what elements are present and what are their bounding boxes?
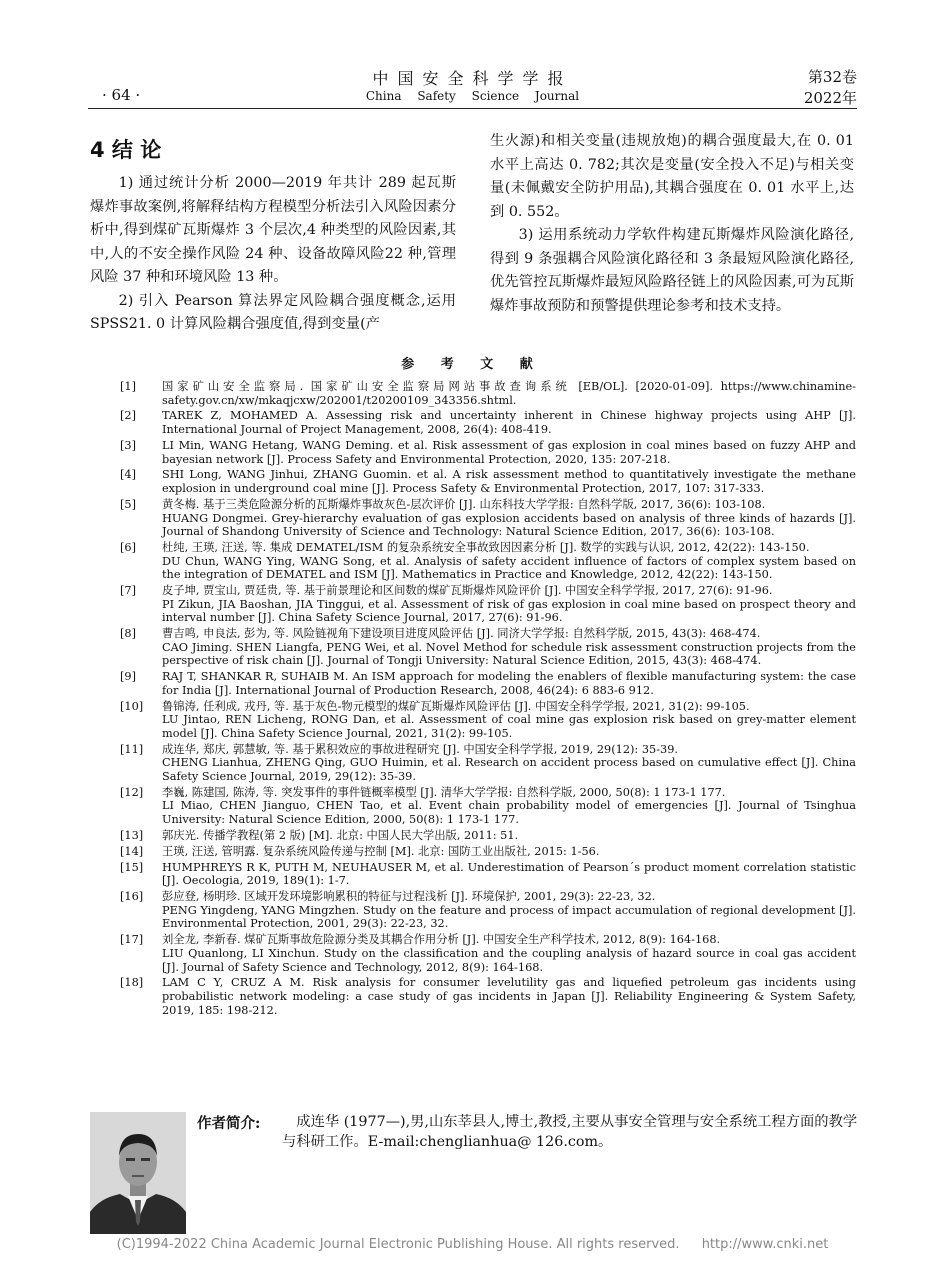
reference-text: 国家矿山安全监察局. 国家矿山安全监察局网站事故查询系统 [EB/OL]. [2020-01-09]. https://www.chinamine-safety.gov.cn/xw/mkaqjcxw/202001/t20200109_343356.shtml. [162, 380, 856, 407]
publisher-url[interactable]: http://www.cnki.net [701, 1237, 829, 1252]
reference-text: CHENG Lianhua, ZHENG Qing, GUO Huimin, et al. Research on accident process based on cumulative effect [J]. China Safety Science Journal, 2019, 29(12): 35-39. [162, 756, 856, 783]
reference-text: 皮子坤, 贾宝山, 贾廷贵, 等. 基于前景理论和区间数的煤矿瓦斯爆炸风险评价 [J]. 中国安全科学学报, 2017, 27(6): 91-96. [162, 584, 773, 598]
reference-number: [17] [120, 933, 144, 947]
reference-text: LIU Quanlong, LI Xinchun. Study on the classification and the coupling analysis of hazard source in coal gas accident [J]. Journal of Safety Science and Technology, 2012, 8(9): 164-168. [162, 946, 856, 974]
references-heading: 参 考 文 献 [401, 357, 544, 372]
reference-number: [18] [120, 976, 144, 990]
reference-number: [8] [120, 627, 137, 641]
header-rule [88, 108, 857, 109]
journal-title-cn: 中国安全科学学报 [372, 69, 573, 88]
page-number: · 64 · [102, 86, 141, 104]
conclusion-paragraph: 3) 运用系统动力学软件构建瓦斯爆炸风险演化路径,得到 9 条强耦合风险演化路径和 3 条最短风险演化路径,优先管控瓦斯爆炸最短风险路径链上的风险因素,可为瓦斯爆炸事故预防和预警提供理论参考和技术支持。 [490, 227, 854, 314]
reference-text: LI Miao, CHEN Jianguo, CHEN Tao, et al. Event chain probability model of emergencies [J]. Journal of Tsinghua University: Natural Science Edition, 2000, 50(8): 1 173-1 177. [162, 799, 856, 827]
reference-text: 鲁锦涛, 任利成, 戎丹, 等. 基于灰色-物元模型的煤矿瓦斯爆炸风险评估 [J]. 中国安全科学学报, 2021, 31(2): 99-105. [162, 699, 750, 713]
reference-text: LU Jintao, REN Licheng, RONG Dan, et al. Assessment of coal mine gas explosion risk based on grey-matter element model [J]. China Safety Science Journal, 2021, 31(2): 99-105. [162, 713, 856, 740]
reference-text: HUMPHREYS R K, PUTH M, NEUHAUSER M, et al. Underestimation of Pearson´s product moment correlation statistic [J]. Oecologia, 2019, 189(1): 1-7. [162, 860, 856, 888]
reference-text: 郭庆光. 传播学教程(第 2 版) [M]. 北京: 中国人民大学出版, 2011: 51. [162, 828, 519, 842]
reference-item [120, 627, 856, 668]
reference-number: [12] [120, 785, 144, 799]
volume: 第32卷 [807, 68, 857, 86]
reference-text: 成连华, 郑庆, 郭慧敏, 等. 基于累积效应的事故进程研究 [J]. 中国安全科学学报, 2019, 29(12): 35-39. [162, 742, 678, 756]
reference-item [120, 933, 856, 974]
author-photo [90, 1112, 186, 1234]
reference-item [120, 861, 856, 888]
reference-text: PENG Yingdeng, YANG Mingzhen. Study on the feature and process of impact accumulation of regional development [J]. Environmental Protection, 2001, 29(3): 22-23, 32. [162, 903, 856, 931]
reference-text: CAO Jiming. SHEN Liangfa, PENG Wei, et al. Novel Method for schedule risk assessment construction projects from the perspective of risk chain [J]. Journal of Tongji University: Natural Science Edition, 2015, 43(3): 468-474. [162, 640, 856, 668]
reference-item [120, 409, 856, 436]
reference-text: 杜纯, 王瑛, 汪送, 等. 集成 DEMATEL/ISM 的复杂系统安全事故致因因素分析 [J]. 数学的实践与认识, 2012, 42(22): 143-150. [162, 541, 810, 555]
conclusion-left-column [90, 130, 456, 337]
reference-item [120, 829, 856, 843]
conclusion-paragraph: 1) 通过统计分析 2000—2019 年共计 289 起瓦斯爆炸事故案例,将解释结构方程模型分析法引入风险因素分析中,得到煤矿瓦斯爆炸 3 个层次,4 种类型的风险因素,其中,人的不安全操作风险 24 种、设备故障风险22 种,管理风险 37 种和环境风险 13 种。 [90, 175, 456, 285]
reference-text: 黄冬梅. 基于三类危险源分析的瓦斯爆炸事故灰色-层次评价 [J]. 山东科技大学学报: 自然科学版, 2017, 36(6): 103-108. [162, 497, 766, 511]
reference-number: [15] [120, 860, 144, 874]
reference-text: SHI Long, WANG Jinhui, ZHANG Guomin. et al. A risk assessment method to quantitatively investigate the methane explosion in underground coal mine [J]. Process Safety & Environmental Protection, 2017, 107: 317-333. [162, 468, 856, 496]
reference-item [120, 584, 856, 625]
reference-item [120, 976, 856, 1017]
reference-item [120, 700, 856, 741]
author-bio-text: 成连华 (1977—),男,山东莘县人,博士,教授,主要从事安全管理与安全系统工程方面的教学与科研工作。E-mail:chenglianhua@ 126.com。 [282, 1114, 858, 1150]
reference-number: [9] [120, 670, 137, 684]
reference-item [120, 541, 856, 582]
reference-item [120, 743, 856, 784]
reference-item [120, 845, 856, 859]
reference-number: [14] [120, 844, 144, 858]
conclusion-paragraph: 生火源)和相关变量(违规放炮)的耦合强度最大,在 0. 01 水平上高达 0. 782;其次是变量(安全投入不足)与相关变量(未佩戴安全防护用品),其耦合强度在 0. 01 水平上,达到 0. 552。 [490, 133, 854, 220]
reference-number: [6] [120, 541, 137, 555]
reference-number: [5] [120, 497, 137, 511]
journal-title-en: China Safety Science Journal [365, 89, 580, 103]
reference-item [120, 670, 856, 697]
reference-text: RAJ T, SHANKAR R, SUHAIB M. An ISM approach for modeling the enablers of flexible manufacturing system: the case for India [J]. International Journal of Production Research, 2008, 46(24): 6 883-6 912. [162, 670, 856, 697]
reference-item [120, 380, 856, 407]
reference-text: 李巍, 陈建国, 陈涛, 等. 突发事件的事件链概率模型 [J]. 清华大学学报: 自然科学版, 2000, 50(8): 1 173-1 177. [162, 785, 726, 799]
reference-number: [1] [120, 380, 137, 393]
reference-number: [10] [120, 699, 144, 713]
reference-text: LI Min, WANG Hetang, WANG Deming. et al. Risk assessment of gas explosion in coal mines based on fuzzy AHP and bayesian network [J]. Process Safety and Environmental Protection, 2020, 135: 207-218. [162, 438, 856, 466]
reference-text: 刘全龙, 李新春. 煤矿瓦斯事故危险源分类及其耦合作用分析 [J]. 中国安全生产科学技术, 2012, 8(9): 164-168. [162, 933, 721, 947]
reference-text: 王瑛, 汪送, 管明露. 复杂系统风险传递与控制 [M]. 北京: 国防工业出版社, 2015: 1-56. [162, 844, 600, 858]
reference-number: [2] [120, 409, 137, 423]
author-bio-label: 作者简介: [197, 1115, 261, 1132]
reference-number: [4] [120, 468, 137, 482]
reference-text: TAREK Z, MOHAMED A. Assessing risk and uncertainty inherent in Chinese highway projects using AHP [J]. International Journal of Project Management, 2008, 26(4): 408-419. [162, 409, 856, 437]
reference-text: PI Zikun, JIA Baoshan, JIA Tinggui, et al. Assessment of risk of gas explosion in coal mine based on prospect theory and interval number [J]. China Safety Science Journal, 2017, 27(6): 91-96. [162, 597, 856, 625]
conclusion-right-column [490, 130, 854, 318]
reference-item [120, 439, 856, 466]
reference-number: [3] [120, 438, 137, 452]
reference-number: [16] [120, 890, 144, 904]
reference-text: 曹吉鸣, 申良法, 彭为, 等. 风险链视角下建设项目进度风险评估 [J]. 同济大学学报: 自然科学版, 2015, 43(3): 468-474. [162, 627, 761, 641]
reference-text: DU Chun, WANG Ying, WANG Song, et al. Analysis of safety accident influence of factors of complex system based on the integration of DEMATEL and ISM [J]. Mathematics in Practice and Knowledge, 2012, 42(22): 143-150. [162, 554, 856, 582]
reference-item [120, 468, 856, 495]
reference-number: [7] [120, 584, 137, 598]
page-footer [0, 1237, 945, 1252]
reference-item [120, 498, 856, 539]
reference-text: LAM C Y, CRUZ A M. Risk analysis for consumer levelutility gas and liquefied petroleum gas incidents using probabilistic network modeling: a case study of gas incidents in Japan [J]. Reliability Engineering & System Safety, 2019, 185: 198-212. [162, 976, 856, 1017]
section-heading: 4 结 论 [90, 138, 162, 162]
reference-text: HUANG Dongmei. Grey-hierarchy evaluation of gas explosion accidents based on analysis of three kinds of hazards [J]. Journal of Shandong University of Science and Technology: Natural Science Edition, 2017, 36(6): 103-108. [162, 511, 856, 539]
reference-item [120, 890, 856, 931]
reference-number: [11] [120, 742, 144, 756]
author-portrait-icon [90, 1112, 186, 1234]
conclusion-paragraph: 2) 引入 Pearson 算法界定风险耦合强度概念,运用 SPSS21. 0 计算风险耦合强度值,得到变量(产 [90, 292, 456, 332]
reference-text: 彭应登, 杨明珍. 区域开发环境影响累积的特征与过程浅析 [J]. 环境保护, 2001, 29(3): 22-23, 32. [162, 890, 656, 904]
reference-list [120, 380, 856, 1019]
page-header [88, 66, 857, 106]
year: 2022年 [803, 89, 857, 107]
reference-item [120, 786, 856, 827]
copyright-notice: (C)1994-2022 China Academic Journal Electronic Publishing House. All rights reserved. [116, 1237, 680, 1252]
reference-number: [13] [120, 828, 144, 842]
